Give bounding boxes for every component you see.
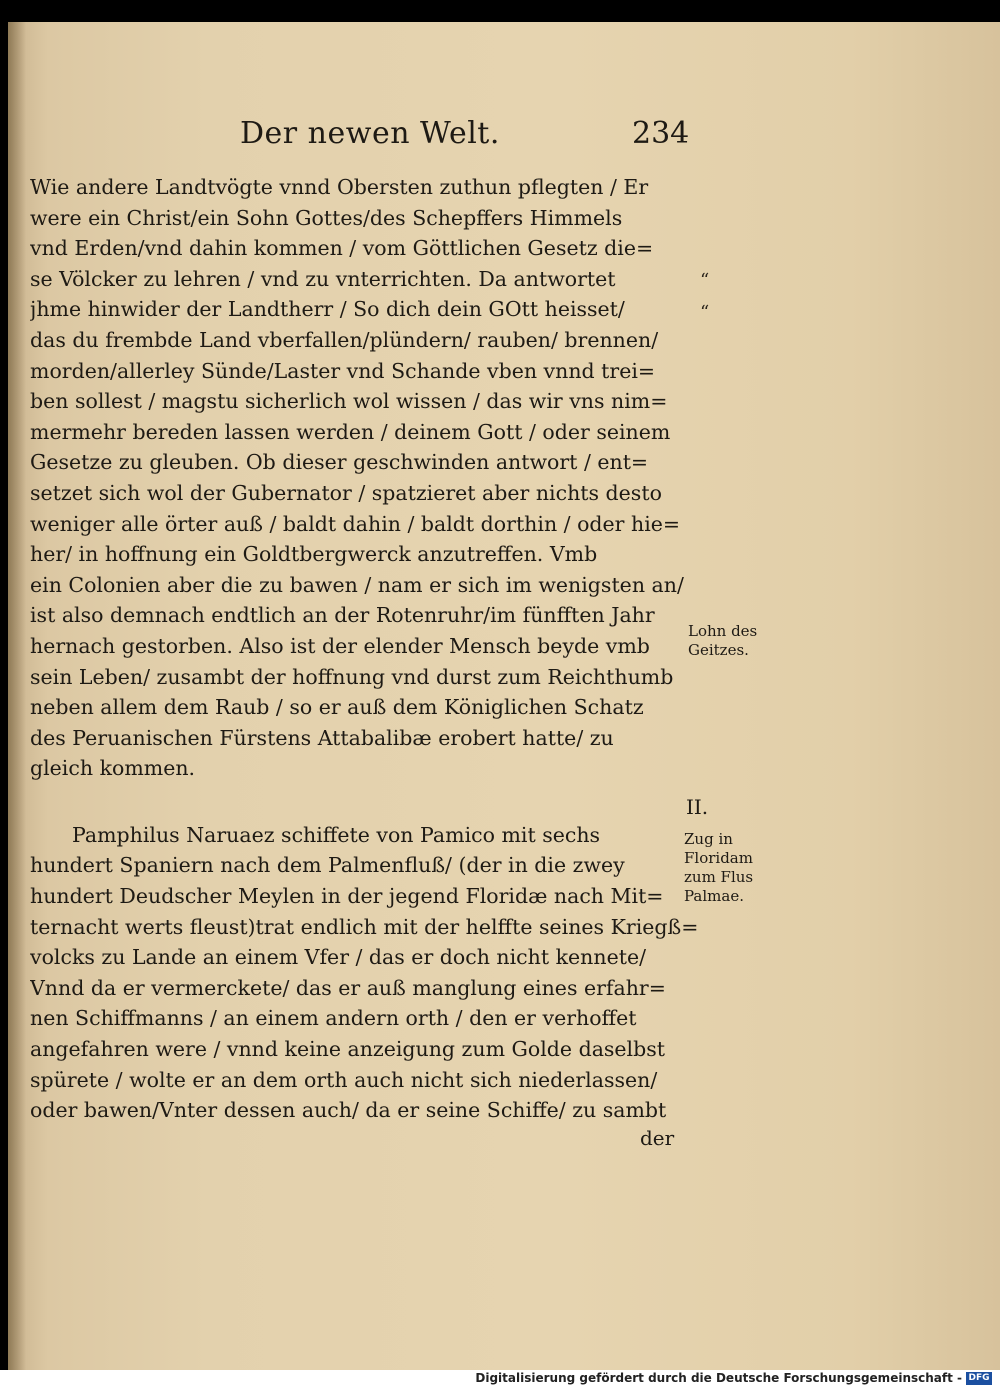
text-line: Gesetze zu gleuben. Ob dieser geschwinden antwort / ent= xyxy=(30,450,649,475)
text-line: ternacht werts fleust)trat endlich mit der helffte seines Kriegß= xyxy=(30,914,699,939)
marginal-note-expedition-florida xyxy=(684,830,784,906)
text-line: ist also demnach endtlich an der Rotenruhr/im fünfften Jahr xyxy=(30,603,655,628)
page-number: 234 xyxy=(632,116,690,151)
text-line: morden/allerley Sünde/Laster vnd Schande vben vnnd trei= xyxy=(30,358,656,383)
text-line: jhme hinwider der Landtherr / So dich dein GOtt heisset/ xyxy=(30,297,625,322)
text-line: Pamphilus Naruaez schiffete von Pamico mit sechs xyxy=(72,822,601,847)
quote-mark: “ xyxy=(700,270,710,291)
catchword: der xyxy=(640,1126,675,1150)
text-line: mermehr bereden lassen werden / deinem Gott / oder seinem xyxy=(30,419,671,444)
text-line: ben sollest / magstu sicherlich wol wissen / das wir vns nim= xyxy=(30,389,668,414)
text-line: vnd Erden/vnd dahin kommen / vom Göttlichen Gesetz die= xyxy=(30,236,654,261)
text-line: Vnnd da er vermerckete/ das er auß manglung eines erfahr= xyxy=(30,975,666,1000)
paragraph-1 xyxy=(30,172,710,784)
text-line: weniger alle örter auß / baldt dahin / baldt dorthin / oder hie= xyxy=(30,511,681,536)
text-line: oder bawen/Vnter dessen auch/ da er seine Schiffe/ zu sambt xyxy=(30,1098,667,1123)
text-line: gleich kommen. xyxy=(30,756,196,781)
text-line: ein Colonien aber die zu bawen / nam er sich im wenigsten an/ xyxy=(30,572,684,597)
text-line: se Völcker zu lehren / vnd zu vnterrichten. Da antwortet xyxy=(30,266,616,291)
marginal-number: II. xyxy=(686,795,709,819)
text-line: Wie andere Landtvögte vnnd Obersten zuthun pflegten / Er xyxy=(30,175,649,199)
text-line: angefahren were / vnnd keine anzeigung zum Golde daselbst xyxy=(30,1037,665,1062)
text-line: hundert Spaniern nach dem Palmenfluß/ (der in die zwey xyxy=(30,853,625,878)
running-head: Der newen Welt. xyxy=(240,116,500,151)
text-line: hundert Deudscher Meylen in der jegend Floridæ nach Mit= xyxy=(30,884,664,909)
text-line: hernach gestorben. Also ist der elender Mensch beyde vmb xyxy=(30,633,650,658)
text-line: sein Leben/ zusambt der hoffnung vnd durst zum Reichthumb xyxy=(30,664,674,689)
marginal-line: Geitzes. xyxy=(688,641,749,659)
marginal-line: zum Flus xyxy=(684,868,754,886)
text-line: nen Schiffmanns / an einem andern orth / den er verhoffet xyxy=(30,1006,637,1031)
text-line: volcks zu Lande an einem Vfer / das er doch nicht kennete/ xyxy=(30,945,646,970)
text-line: setzet sich wol der Gubernator / spatzieret aber nichts desto xyxy=(30,480,662,505)
text-line: das du frembde Land vberfallen/plündern/ rauben/ brennen/ xyxy=(30,327,659,352)
body-text xyxy=(30,172,710,1126)
paragraph-2 xyxy=(30,820,710,1126)
text-line: des Peruanischen Fürstens Attabalibæ erobert hatte/ zu xyxy=(30,725,614,750)
marginal-line: Palmae. xyxy=(684,887,744,905)
footer xyxy=(0,1370,1000,1387)
marginal-note-reward-of-greed xyxy=(688,622,798,660)
dfg-logo-icon: DFG xyxy=(966,1372,992,1385)
book-page xyxy=(8,22,1000,1370)
quote-mark: “ xyxy=(700,302,710,323)
funding-credit: Digitalisierung gefördert durch die Deutsche Forschungsgemeinschaft - xyxy=(475,1371,962,1385)
text-line: were ein Christ/ein Sohn Gottes/des Schepffers Himmels xyxy=(30,205,623,230)
text-line: her/ in hoffnung ein Goldtbergwerck anzutreffen. Vmb xyxy=(30,542,598,567)
marginal-line: Lohn des xyxy=(688,622,758,640)
paragraph-gap xyxy=(30,784,710,820)
text-line: spürete / wolte er an dem orth auch nicht sich niederlassen/ xyxy=(30,1067,658,1092)
text-line: neben allem dem Raub / so er auß dem Königlichen Schatz xyxy=(30,695,644,720)
marginal-line: Floridam xyxy=(684,849,753,867)
marginal-line: Zug in xyxy=(684,830,733,848)
